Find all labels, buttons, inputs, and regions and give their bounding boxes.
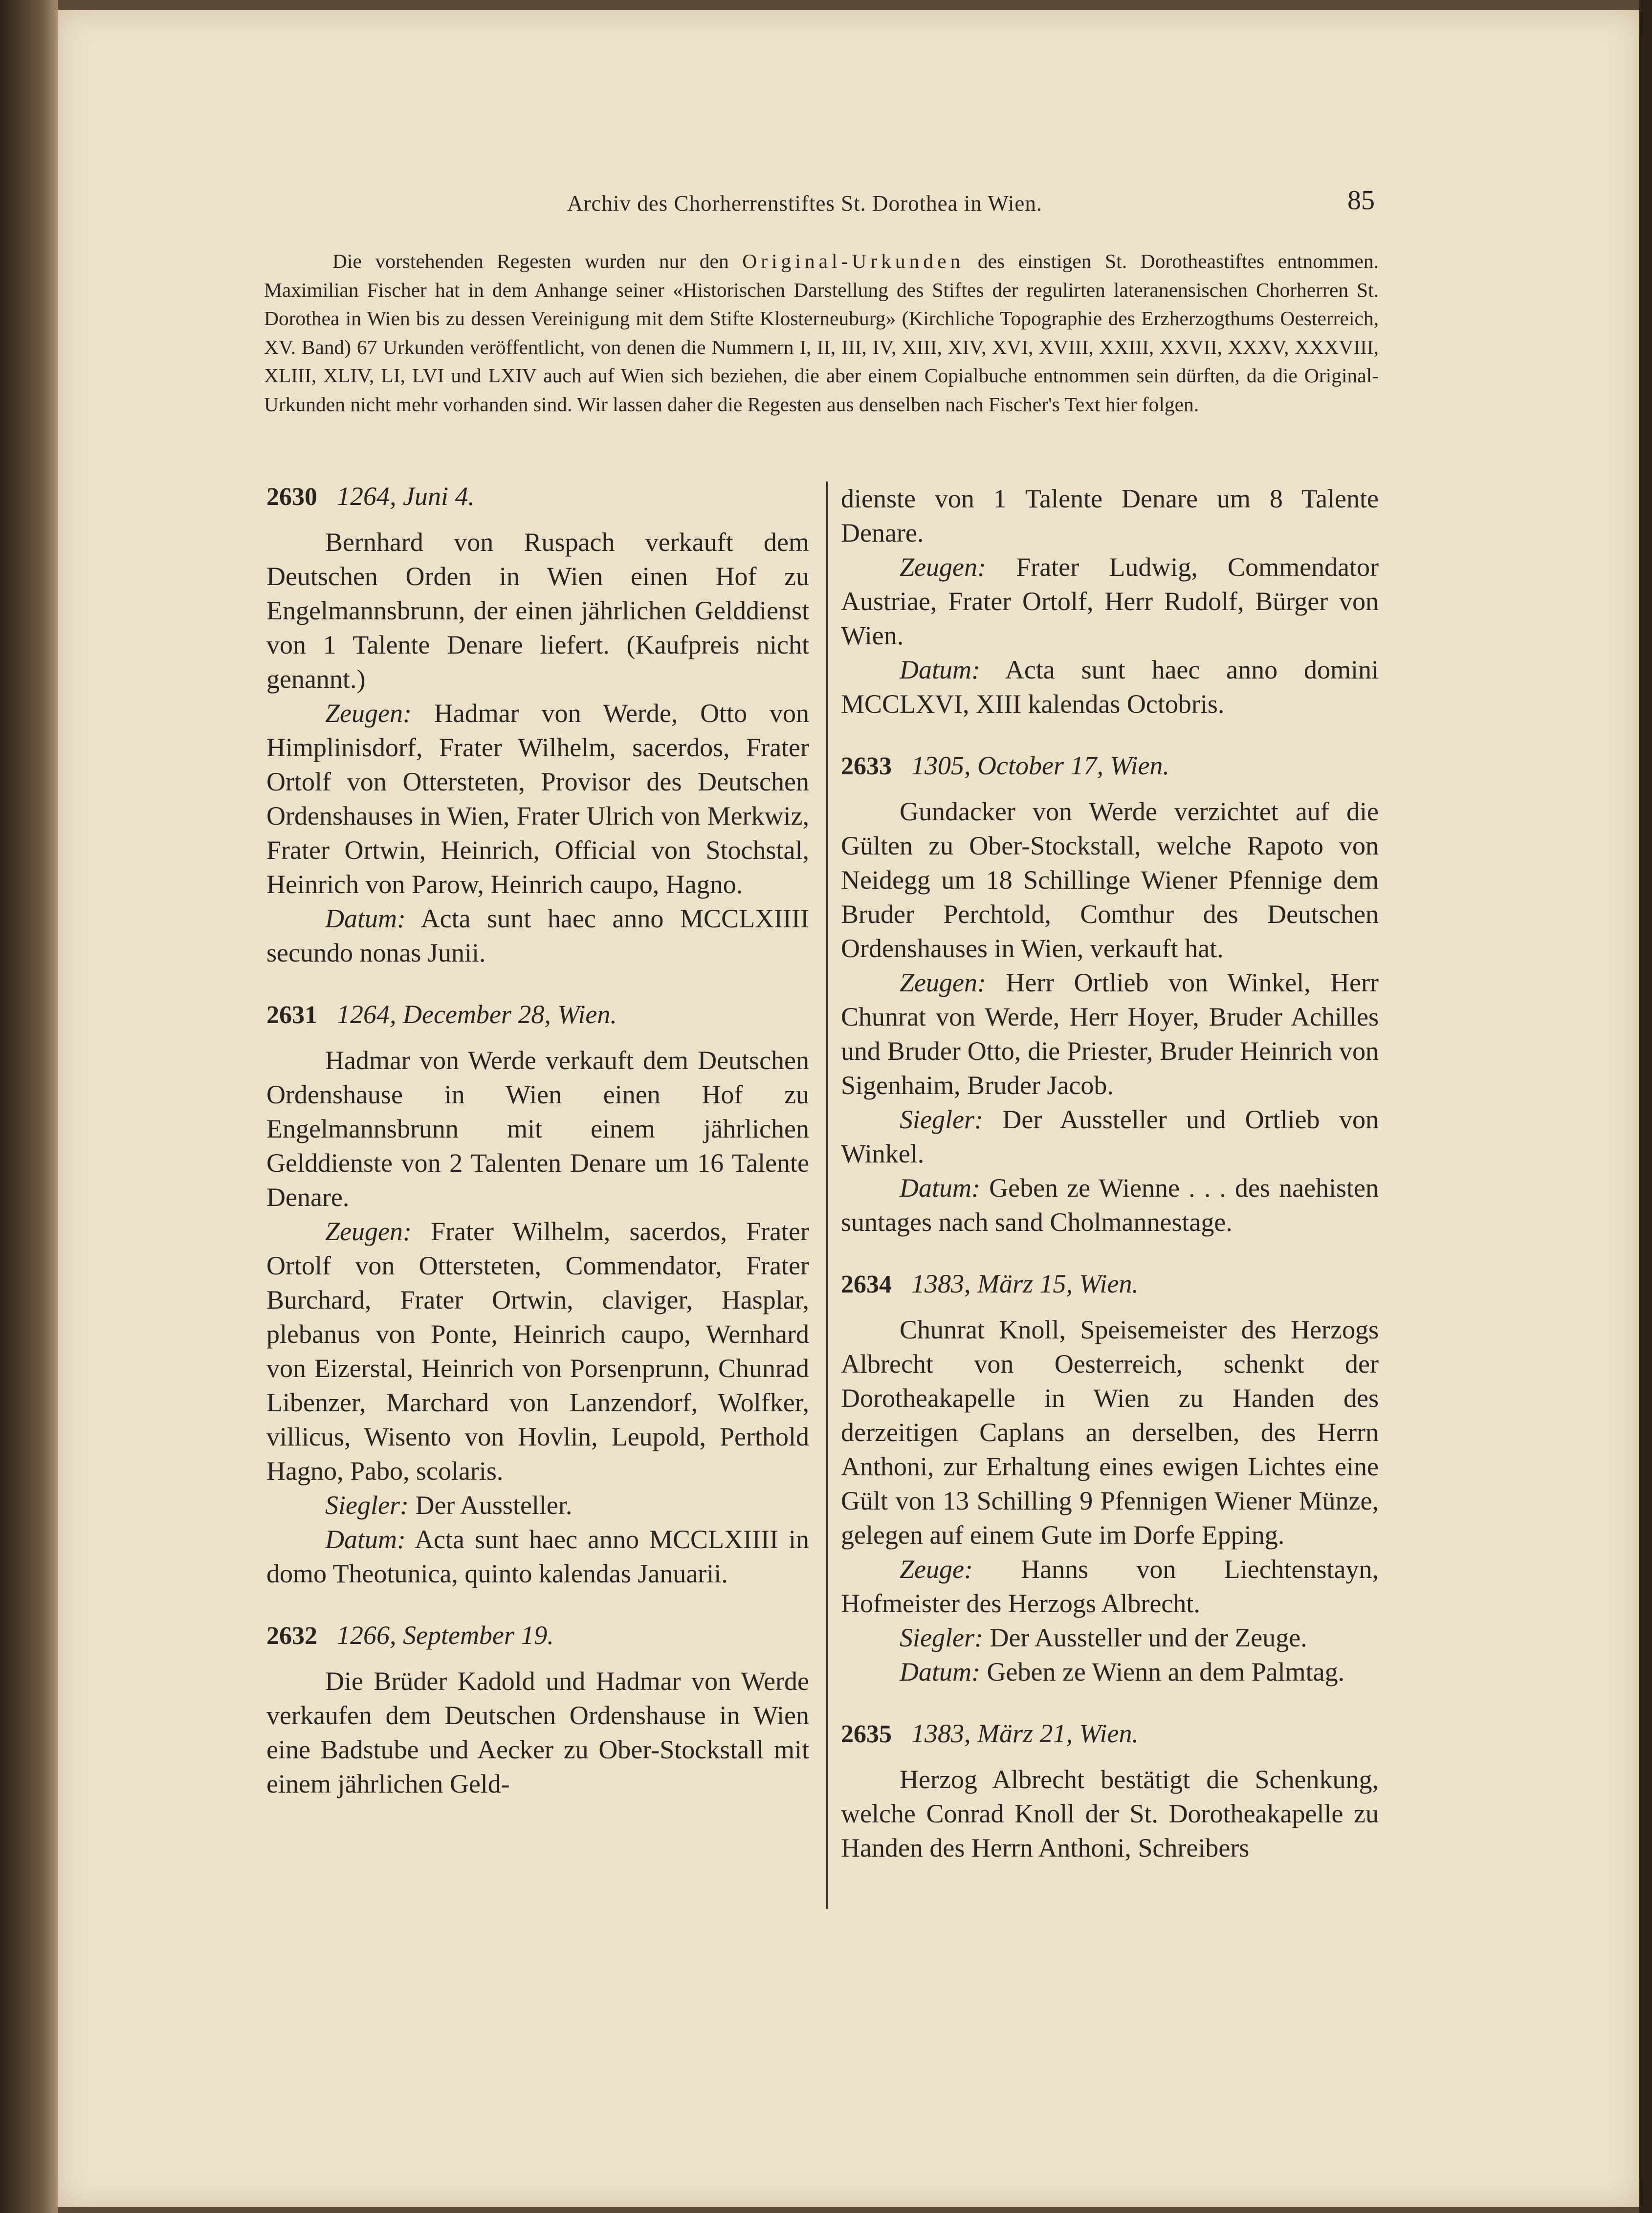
entry-siegler — [841, 1621, 1379, 1655]
entry-number: 2630 — [266, 483, 317, 511]
zeugen-text: Frater Wilhelm, sacerdos, Frater Ortolf von Ottersteten, Commendator, Frater Burchard, Frater Ortwin, claviger, Hasplar, plebanus von Ponte, Heinrich caupo, Wernhard von Eizerstal, Heinrich von Porsenprunn, Chunrad Libenzer, Marchard von Lanzendorf, Wolfker, villicus, Wisento von Hovlin, Leupold, Perthold Hagno, Pabo, scolaris. — [266, 1217, 809, 1486]
entry-date: 1264, December 28, Wien. — [337, 1000, 617, 1029]
datum-text: Acta sunt haec anno MCCLXIIII secundo nonas Junii. — [266, 904, 809, 967]
intro-paragraph — [264, 247, 1379, 418]
regest-entry-2633 — [841, 748, 1379, 1239]
regest-entry-2635 — [841, 1716, 1379, 1865]
entry-date: 1264, Juni 4. — [337, 482, 475, 511]
siegler-text: Der Aussteller und der Zeuge. — [983, 1623, 1307, 1652]
entry-number: 2632 — [266, 1622, 317, 1650]
entry-zeugen — [266, 696, 809, 901]
entry-heading — [841, 1267, 1379, 1302]
entry-text: Bernhard von Ruspach verkauft dem Deutschen Orden in Wien einen Hof zu Engelmannsbrunn, der einen jährlichen Gelddienst von 1 Talente Denare liefert. (Kaufpreis nicht genannt.) — [266, 527, 809, 694]
scan-edge — [1639, 0, 1652, 2213]
regest-entry-2630 — [266, 479, 809, 970]
entry-datum — [841, 1655, 1379, 1689]
intro-text-after: des einstigen St. Dorotheastiftes entnommen. Maximilian Fischer hat in dem Anhange seiner «Historischen Darstellung des Stiftes der regulirten lateranensischen Chorherren St. Dorothea in Wien bis zu dessen Vereinigung mit dem Stifte Klosterneuburg» (Kirchliche Topographie des Erzherzogthums Oesterreich, XV. Band) 67 Urkunden veröffentlicht, von denen die Nummern I, II, III, IV, XIII, XIV, XVI, XVIII, XXIII, XXVII, XXXV, XXXVIII, XLIII, XLIV, LI, LVI und LXIV auch auf Wien sich beziehen, die aber einem Copialbuche entnommen sein dürften, da die Original-Urkunden nicht mehr vorhanden sind. Wir lassen daher die Regesten aus denselben nach Fischer's Text hier folgen. — [264, 250, 1379, 416]
entry-date: 1305, October 17, Wien. — [911, 751, 1169, 780]
left-column — [266, 479, 809, 1828]
entry-datum — [266, 901, 809, 970]
siegler-label: Siegler: — [900, 1105, 983, 1134]
entry-datum — [841, 1171, 1379, 1239]
entry-text-continued: dienste von 1 Talente Denare um 8 Talente Denare. — [841, 484, 1379, 548]
zeugen-label: Zeugen: — [325, 699, 412, 728]
datum-label: Datum: — [325, 904, 406, 933]
entry-datum — [266, 1522, 809, 1591]
zeugen-label: Zeugen: — [900, 968, 986, 997]
regest-entry-2632-continued — [841, 482, 1379, 721]
datum-label: Datum: — [325, 1525, 406, 1554]
right-column — [841, 482, 1379, 1892]
siegler-text: Der Aussteller und Ortlieb von Winkel. — [841, 1105, 1379, 1168]
intro-text-spaced: Original-Urkunden — [742, 250, 965, 272]
entry-text: Gundacker von Werde verzichtet auf die Gülten zu Ober-Stockstall, welche Rapoto von Neidegg um 18 Schillinge Wiener Pfennige dem Bruder Perchtold, Comthur des Deutschen Ordenshauses in Wien, verkauft hat. — [841, 797, 1379, 963]
zeuge-text: Hanns von Liechtenstayn, Hofmeister des Herzogs Albrecht. — [841, 1555, 1379, 1618]
datum-text: Acta sunt haec anno domini MCCLXVI, XIII kalendas Octobris. — [841, 655, 1379, 719]
intro-text-before: Die vorstehenden Regesten wurden nur den — [332, 250, 743, 272]
entry-heading — [841, 1716, 1379, 1752]
entry-heading — [266, 997, 809, 1032]
entry-siegler — [841, 1102, 1379, 1171]
zeugen-text: Herr Ortlieb von Winkel, Herr Chunrat von Werde, Herr Hoyer, Bruder Achilles und Bruder Otto, die Priester, Bruder Heinrich von Sigenhaim, Bruder Jacob. — [841, 968, 1379, 1100]
entry-zeugen — [841, 965, 1379, 1102]
entry-zeugen — [266, 1214, 809, 1488]
siegler-label: Siegler: — [325, 1490, 409, 1520]
entry-number: 2631 — [266, 1001, 317, 1029]
entry-zeugen — [841, 550, 1379, 653]
entry-datum — [841, 653, 1379, 721]
regest-entry-2631 — [266, 997, 809, 1591]
zeugen-label: Zeugen: — [325, 1217, 412, 1246]
datum-label: Datum: — [900, 1657, 980, 1687]
regest-entry-2632 — [266, 1618, 809, 1801]
zeuge-label: Zeuge: — [900, 1555, 973, 1584]
entry-siegler — [266, 1488, 809, 1522]
datum-text: Geben ze Wienn an dem Palmtag. — [980, 1657, 1345, 1687]
regest-entry-2634 — [841, 1267, 1379, 1689]
entry-heading — [266, 1618, 809, 1653]
column-divider — [826, 482, 828, 1909]
entry-number: 2633 — [841, 752, 892, 780]
datum-text: Acta sunt haec anno MCCLXIIII in domo Theotunica, quinto kalendas Januarii. — [266, 1525, 809, 1588]
running-header: Archiv des Chorherrenstiftes St. Dorothea in Wien. — [567, 191, 1043, 216]
entry-text: Chunrat Knoll, Speisemeister des Herzogs Albrecht von Oesterreich, schenkt der Dorotheakapelle in Wien zu Handen des derzeitigen Caplans an derselben, des Herrn Anthoni, zur Erhaltung eines ewigen Lichtes eine Gült von 13 Schilling 9 Pfennigen Wiener Münze, gelegen auf einem Gute im Dorfe Epping. — [841, 1315, 1379, 1550]
zeugen-text: Hadmar von Werde, Otto von Himplinisdorf, Frater Wilhelm, sacerdos, Frater Ortolf von Ottersteten, Provisor des Deutschen Ordenshauses in Wien, Frater Ulrich von Merkwiz, Frater Ortwin, Heinrich, Official von Stochstal, Heinrich von Parow, Heinrich caupo, Hagno. — [266, 699, 809, 899]
datum-label: Datum: — [900, 655, 980, 684]
datum-text: Geben ze Wienne . . . des naehisten suntages nach sand Cholmannestage. — [841, 1173, 1379, 1237]
entry-text: Hadmar von Werde verkauft dem Deutschen Ordenshause in Wien einen Hof zu Engelmannsbrunn mit einem jährlichen Gelddienste von 2 Talenten Denare um 16 Talente Denare. — [266, 1046, 809, 1212]
datum-label: Datum: — [900, 1173, 980, 1203]
entry-text: Die Brüder Kadold und Hadmar von Werde verkaufen dem Deutschen Ordenshause in Wien eine Badstube und Aecker zu Ober-Stockstall mit einem jährlichen Geld- — [266, 1666, 809, 1798]
page-number: 85 — [1347, 185, 1375, 216]
book-spine-shadow — [0, 0, 58, 2213]
entry-date: 1383, März 15, Wien. — [911, 1269, 1139, 1298]
entry-date: 1383, März 21, Wien. — [911, 1719, 1139, 1748]
siegler-label: Siegler: — [900, 1623, 983, 1652]
entry-number: 2635 — [841, 1720, 892, 1748]
entry-text: Herzog Albrecht bestätigt die Schenkung, welche Conrad Knoll der St. Dorotheakapelle zu Handen des Herrn Anthoni, Schreibers — [841, 1765, 1379, 1862]
entry-date: 1266, September 19. — [337, 1621, 554, 1650]
entry-number: 2634 — [841, 1271, 892, 1298]
zeugen-text: Frater Ludwig, Commendator Austriae, Frater Ortolf, Herr Rudolf, Bürger von Wien. — [841, 552, 1379, 650]
entry-heading — [841, 748, 1379, 784]
entry-zeuge — [841, 1552, 1379, 1621]
entry-heading — [266, 479, 809, 514]
zeugen-label: Zeugen: — [900, 552, 986, 582]
siegler-text: Der Aussteller. — [408, 1490, 573, 1520]
